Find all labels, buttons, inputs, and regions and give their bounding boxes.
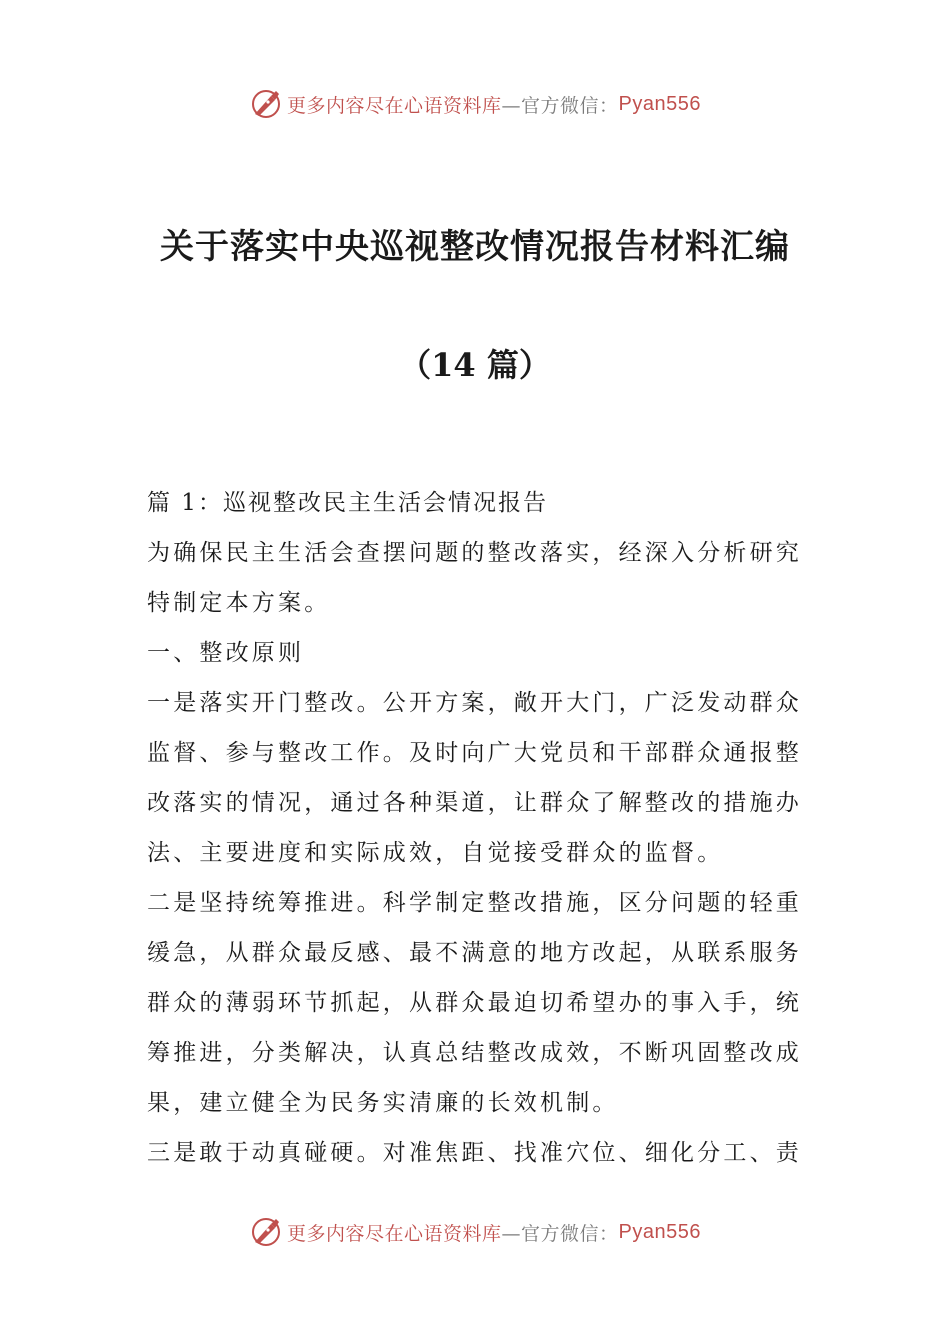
banner-wechat-id: Pyan556 <box>618 92 701 115</box>
principle-paragraph-3: 三是敢于动真碰硬。对准焦距、找准穴位、细化分工、责 <box>147 1140 802 1166</box>
header-watermark-banner <box>0 84 950 124</box>
banner-wechat-id: Pyan556 <box>618 1220 701 1243</box>
banner-main-text: 更多内容尽在心语资料库 <box>287 1222 502 1245</box>
pen-nib-circle-icon <box>249 1215 283 1249</box>
banner-dash-text: —官方微信： <box>501 94 619 117</box>
intro-paragraph: 为确保民主生活会查摆问题的整改落实，经深入分析研究特制定本方案。 <box>147 540 802 616</box>
banner-main-text: 更多内容尽在心语资料库 <box>287 94 502 117</box>
footer-watermark-banner <box>0 1212 950 1252</box>
article-heading: 篇 1：巡视整改民主生活会情况报告 <box>147 490 548 516</box>
document-title: 关于落实中央巡视整改情况报告材料汇编 <box>160 227 790 267</box>
principle-paragraph-1: 一是落实开门整改。公开方案，敞开大门，广泛发动群众监督、参与整改工作。及时向广大党员和干部群众通报整改落实的情况，通过各种渠道，让群众了解整改的措施办法、主要进度和实际成效，自觉接受群众的监督。 <box>147 690 802 866</box>
principle-paragraph-2: 二是坚持统筹推进。科学制定整改措施，区分问题的轻重缓急，从群众最反感、最不满意的地方改起，从联系服务群众的薄弱环节抓起，从群众最迫切希望办的事入手，统筹推进，分类解决，认真总结整改成效，不断巩固整改成果，建立健全为民务实清廉的长效机制。 <box>147 890 802 1116</box>
document-body <box>147 478 807 1178</box>
pen-nib-circle-icon <box>249 87 283 121</box>
banner-dash-text: —官方微信： <box>501 1222 619 1245</box>
document-subtitle: （14 篇） <box>399 346 551 384</box>
section-heading: 一、整改原则 <box>147 640 305 666</box>
